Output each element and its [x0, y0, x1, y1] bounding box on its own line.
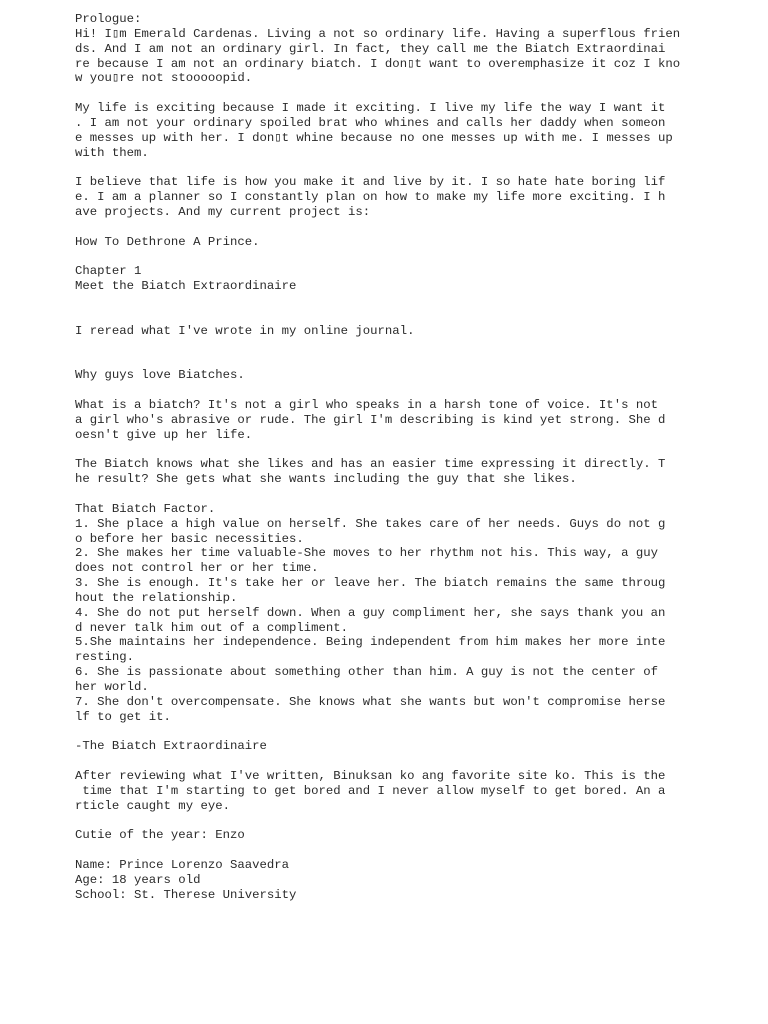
text-line: 3. She is enough. It's take her or leave her. The biatch remains the same throug — [75, 576, 666, 591]
text-line: Hi! I▯m Emerald Cardenas. Living a not so ordinary life. Having a superflous frien — [75, 26, 681, 41]
blank-line — [75, 250, 735, 265]
text-line: he result? She gets what she wants including the guy that she likes. — [75, 472, 577, 487]
text-line: ds. And I am not an ordinary girl. In fact, they call me the Biatch Extraordinai — [75, 41, 666, 56]
blank-line — [75, 353, 735, 368]
text-line: After reviewing what I've written, Binuksan ko ang favorite site ko. This is the — [75, 769, 666, 784]
blank-line — [75, 814, 735, 829]
text-line: . I am not your ordinary spoiled brat who whines and calls her daddy when someon — [75, 115, 666, 130]
text-line: re because I am not an ordinary biatch. I don▯t want to overemphasize it coz I kno — [75, 56, 681, 71]
text-line: I reread what I've wrote in my online journal. — [75, 323, 415, 338]
text-line: with them. — [75, 145, 149, 160]
text-line: w you▯re not stooooopid. — [75, 71, 253, 86]
blank-line — [75, 725, 735, 740]
text-line: What is a biatch? It's not a girl who speaks in a harsh tone of voice. It's not — [75, 397, 658, 412]
text-line: Meet the Biatch Extraordinaire — [75, 279, 297, 294]
text-line: d never talk him out of a compliment. — [75, 620, 349, 635]
text-line: School: St. Therese University — [75, 887, 297, 902]
text-line: hout the relationship. — [75, 590, 238, 605]
blank-line — [75, 843, 735, 858]
text-line: a girl who's abrasive or rude. The girl I'm describing is kind yet strong. She d — [75, 412, 666, 427]
text-line: Name: Prince Lorenzo Saavedra — [75, 858, 290, 873]
text-line: 5.She maintains her independence. Being independent from him makes her more inte — [75, 635, 666, 650]
blank-line — [75, 339, 735, 354]
blank-line — [75, 487, 735, 502]
text-line: I believe that life is how you make it and live by it. I so hate hate boring lif — [75, 175, 666, 190]
text-line: 4. She do not put herself down. When a guy compliment her, she says thank you an — [75, 605, 666, 620]
blank-line — [75, 86, 735, 101]
text-line: oesn't give up her life. — [75, 427, 253, 442]
blank-line — [75, 294, 735, 309]
document-body — [75, 12, 735, 903]
blank-line — [75, 160, 735, 175]
text-line: -The Biatch Extraordinaire — [75, 739, 267, 754]
text-line: Age: 18 years old — [75, 872, 201, 887]
text-line: rticle caught my eye. — [75, 798, 230, 813]
text-line: How To Dethrone A Prince. — [75, 234, 260, 249]
text-line: e. I am a planner so I constantly plan on how to make my life more exciting. I h — [75, 190, 666, 205]
text-line: time that I'm starting to get bored and I never allow myself to get bored. An a — [75, 783, 666, 798]
text-line: That Biatch Factor. — [75, 501, 216, 516]
blank-line — [75, 442, 735, 457]
blank-line — [75, 383, 735, 398]
text-line: Cutie of the year: Enzo — [75, 828, 245, 843]
text-line: 2. She makes her time valuable-She moves to her rhythm not his. This way, a guy — [75, 546, 658, 561]
text-line: Why guys love Biatches. — [75, 368, 245, 383]
text-line: e messes up with her. I don▯t whine because no one messes up with me. I messes up — [75, 130, 673, 145]
text-line: her world. — [75, 679, 149, 694]
text-line: Chapter 1 — [75, 264, 142, 279]
blank-line — [75, 220, 735, 235]
text-line: ave projects. And my current project is: — [75, 204, 371, 219]
text-line: My life is exciting because I made it exciting. I live my life the way I want it — [75, 101, 666, 116]
blank-line — [75, 754, 735, 769]
text-line: 1. She place a high value on herself. She takes care of her needs. Guys do not g — [75, 516, 666, 531]
text-line: The Biatch knows what she likes and has an easier time expressing it directly. T — [75, 457, 666, 472]
text-line: 7. She don't overcompensate. She knows what she wants but won't compromise herse — [75, 694, 666, 709]
text-line: Prologue: — [75, 12, 142, 26]
text-line: 6. She is passionate about something other than him. A guy is not the center of — [75, 665, 658, 680]
text-line: o before her basic necessities. — [75, 531, 304, 546]
blank-line — [75, 309, 735, 324]
text-line: does not control her or her time. — [75, 561, 319, 576]
text-line: resting. — [75, 650, 135, 665]
text-line: lf to get it. — [75, 709, 171, 724]
